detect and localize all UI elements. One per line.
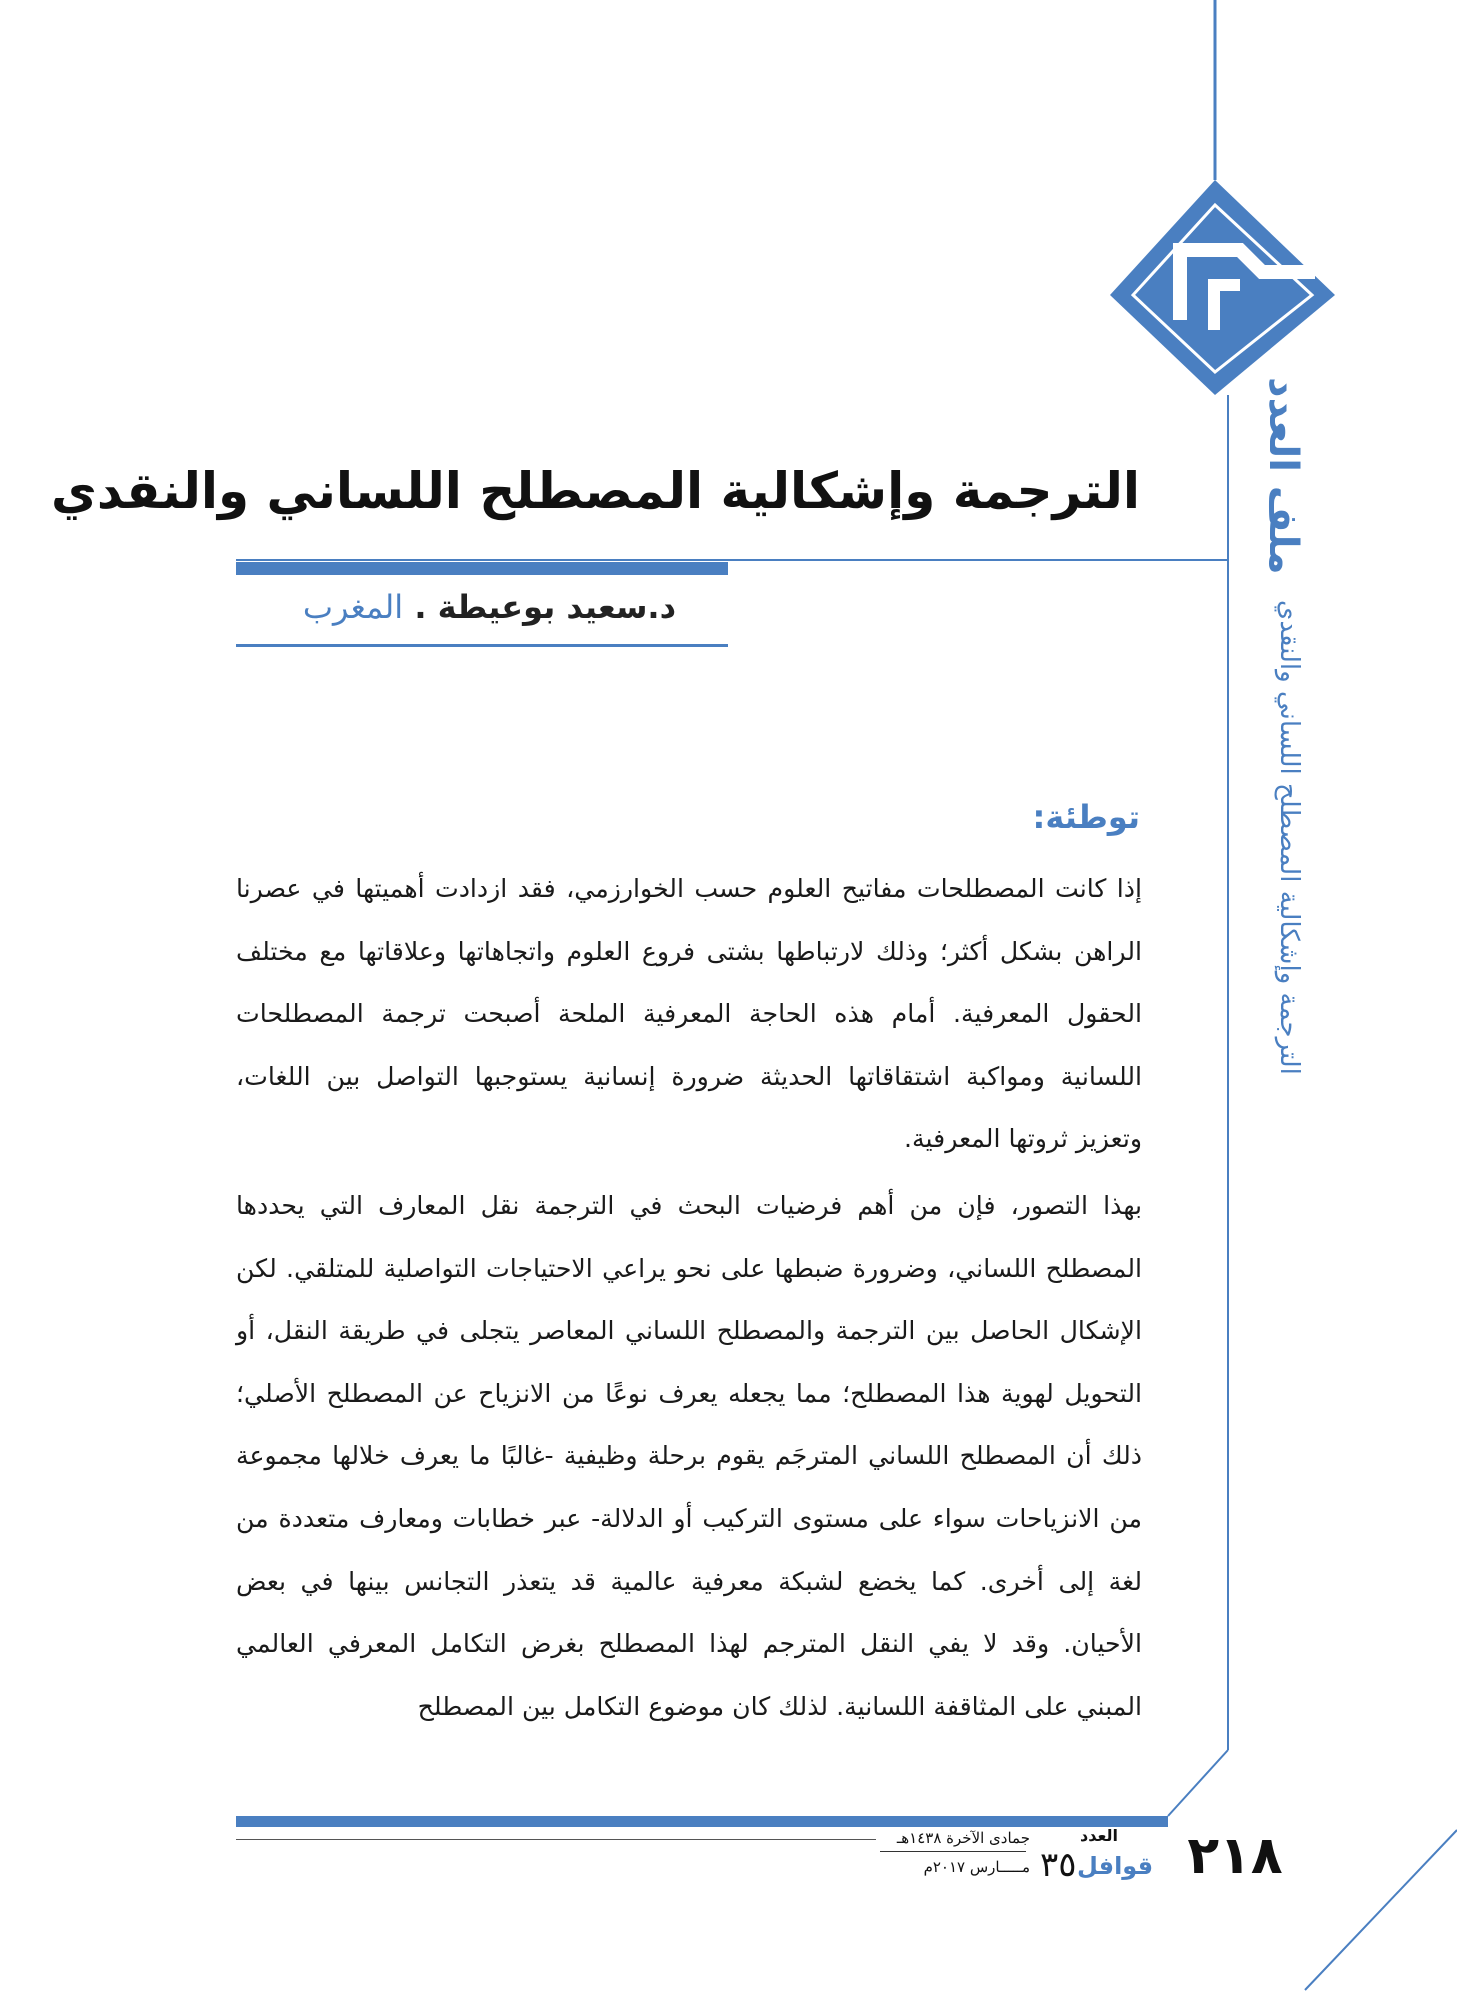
page-number: ٢١٨ [1187, 1826, 1283, 1886]
author-name: د.سعيد بوعيطة . [403, 588, 676, 626]
frame-line-diagonal [1168, 1750, 1228, 1816]
date-divider [880, 1851, 1026, 1852]
body-paragraph-2: بهذا التصور، فإن من أهم فرضيات البحث في الترجمة نقل المعارف التي يحددها المصطلح اللساني، وضرورة ضبطها على نحو يراعي الاحتياجات التواصلية للمتلقي. لكن الإشكال الحاصل بين الترجمة والمصطلح اللساني المعاصر يتجلى في طريقة النقل، أو التحويل لهوية هذا المصطلح؛ مما يجعله يعرف نوعًا من الانزياح عن المصطلح الأصلي؛ ذلك أن المصطلح اللساني المترجَم يقوم برحلة وظيفية -غالبًا ما يعرف خلالها مجموعة من الانزياحات سواء على مستوى التركيب أو الدلالة- عبر خطابات ومعارف متعددة من لغة إلى أخرى. كما يخضع لشبكة معرفية عالمية قد يتعذر التجانس بينها في بعض الأحيان. وقد لا يفي النقل المترجم لهذا المصطلح بغرض التكامل المعرفي العالمي المبني على المثاقفة اللسانية. لذلك كان موضوع التكامل بين المصطلح [236, 1191, 1142, 1721]
footer-bar [236, 1816, 1168, 1827]
section-diamond-logo-icon [1110, 180, 1335, 395]
section-label: ملف العدد [1260, 377, 1306, 575]
section-heading: توطئة: [1032, 798, 1140, 836]
article-title: الترجمة وإشكالية المصطلح اللساني والنقدي [51, 462, 1140, 520]
author-line [236, 588, 676, 626]
footer-thin-line [236, 1839, 876, 1840]
issue-label: العدد [1080, 1826, 1118, 1845]
title-underline [236, 562, 728, 575]
date-hijri: جمادى الآخرة ١٤٣٨هـ [896, 1829, 1030, 1847]
author-country: المغرب [302, 588, 404, 626]
magazine-logo-text: قوافل [1076, 1852, 1154, 1880]
body-paragraph-1: إذا كانت المصطلحات مفاتيح العلوم حسب الخوارزمي، فقد ازدادت أهميتها في عصرنا الراهن بشكل أكثر؛ وذلك لارتباطها بشتى فروع العلوم واتجاهاتها وعلاقاتها مع مختلف الحقول المعرفية. أمام هذه الحاجة المعرفية الملحة أصبحت ترجمة المصطلحات اللسانية ومواكبة اشتقاقاتها الحديثة ضرورة إنسانية يستوجبها التواصل بين اللغات، وتعزيز ثروتها المعرفية. [236, 874, 1142, 1154]
frame-line-outer [1305, 1830, 1457, 1990]
issue-number: ٣٥ [1040, 1845, 1077, 1885]
author-underline [236, 644, 728, 647]
magazine-logo-icon [1076, 1846, 1154, 1886]
date-gregorian: مـــــارس ٢٠١٧م [923, 1858, 1030, 1876]
running-title: الترجمة وإشكالية المصطلح اللساني والنقدي [1274, 600, 1304, 1075]
